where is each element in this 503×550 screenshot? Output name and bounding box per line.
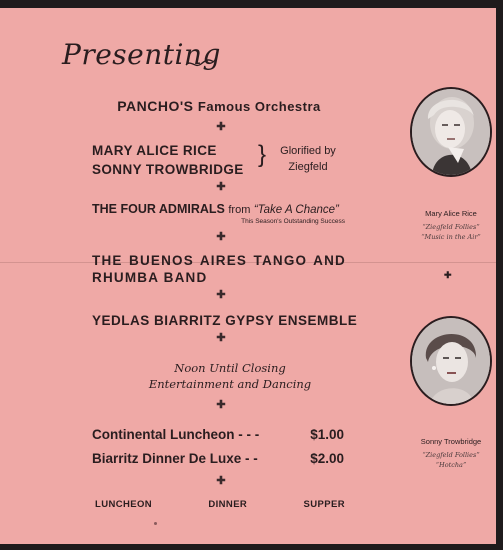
meal-luncheon: LUNCHEON bbox=[95, 499, 153, 510]
portrait-credit-line: “Ziegfeld Follies” bbox=[422, 223, 480, 231]
cross-ornament-icon: ✚ bbox=[216, 181, 226, 193]
swash-flourish-icon bbox=[185, 57, 215, 71]
portrait-caption: Mary Alice Rice bbox=[425, 209, 477, 218]
meal-supper: SUPPER bbox=[303, 499, 345, 510]
performers-pair bbox=[92, 141, 244, 179]
price-value: $1.00 bbox=[310, 427, 344, 442]
portrait-sonny-trowbridge bbox=[410, 316, 492, 406]
price-label: Biarritz Dinner De Luxe - - bbox=[92, 451, 258, 466]
cross-ornament-icon: ✚ bbox=[216, 231, 226, 243]
portrait-credit bbox=[406, 222, 496, 242]
glorified-line-1: Glorified by bbox=[280, 145, 336, 157]
presenting-title: Presenting bbox=[62, 38, 221, 71]
admirals-show: “Take A Chance” bbox=[253, 204, 339, 216]
cross-ornament-icon: ✚ bbox=[444, 270, 452, 280]
portrait-caption: Sonny Trowbridge bbox=[420, 437, 482, 446]
cross-ornament-icon: ✚ bbox=[216, 121, 226, 133]
admirals-tagline: This Season's Outstanding Success bbox=[241, 218, 345, 225]
performer-mary: MARY ALICE RICE bbox=[92, 143, 217, 158]
admirals-name: THE FOUR ADMIRALS bbox=[92, 202, 225, 216]
paper-speck bbox=[154, 522, 157, 525]
meal-dinner: DINNER bbox=[208, 499, 248, 510]
portrait-image bbox=[412, 89, 490, 175]
meals-row bbox=[95, 499, 345, 510]
cross-ornament-icon: ✚ bbox=[216, 289, 226, 301]
glorified-note bbox=[272, 143, 344, 175]
orchestra-suffix: Famous Orchestra bbox=[197, 99, 321, 114]
brace-icon: } bbox=[258, 141, 267, 168]
hours-line-2: Entertainment and Dancing bbox=[148, 377, 312, 391]
portrait-credit-line: “Ziegfeld Follies” bbox=[422, 451, 480, 459]
gypsy-ensemble-line: YEDLAS BIARRITZ GYPSY ENSEMBLE bbox=[92, 313, 358, 328]
portrait-credit-line: “Music in the Air” bbox=[421, 233, 481, 241]
portrait-credit-line: “Hotcha” bbox=[435, 461, 467, 469]
price-label: Continental Luncheon - - - bbox=[92, 427, 260, 442]
cross-ornament-icon: ✚ bbox=[216, 475, 226, 487]
frame-right-border bbox=[496, 0, 503, 550]
portrait-image bbox=[412, 318, 490, 404]
portrait-mary-alice-rice bbox=[410, 87, 492, 177]
cross-ornament-icon: ✚ bbox=[216, 399, 226, 411]
price-row bbox=[92, 451, 344, 466]
admirals-from: from bbox=[228, 204, 251, 216]
price-row bbox=[92, 427, 344, 442]
frame-top-border bbox=[0, 0, 503, 8]
glorified-line-2: Ziegfeld bbox=[288, 161, 328, 173]
price-value: $2.00 bbox=[310, 451, 344, 466]
portrait-credit bbox=[406, 450, 496, 470]
tango-band-line: THE BUENOS AIRES TANGO AND RHUMBA BAND bbox=[92, 253, 346, 285]
performer-sonny: SONNY TROWBRIDGE bbox=[92, 162, 244, 177]
hours-line-1: Noon Until Closing bbox=[174, 361, 286, 375]
admirals-line bbox=[92, 202, 339, 216]
orchestra-line bbox=[90, 98, 348, 114]
hours-note bbox=[130, 360, 330, 392]
orchestra-name: PANCHO'S bbox=[117, 98, 194, 114]
frame-bottom-border bbox=[0, 544, 503, 550]
cross-ornament-icon: ✚ bbox=[216, 332, 226, 344]
